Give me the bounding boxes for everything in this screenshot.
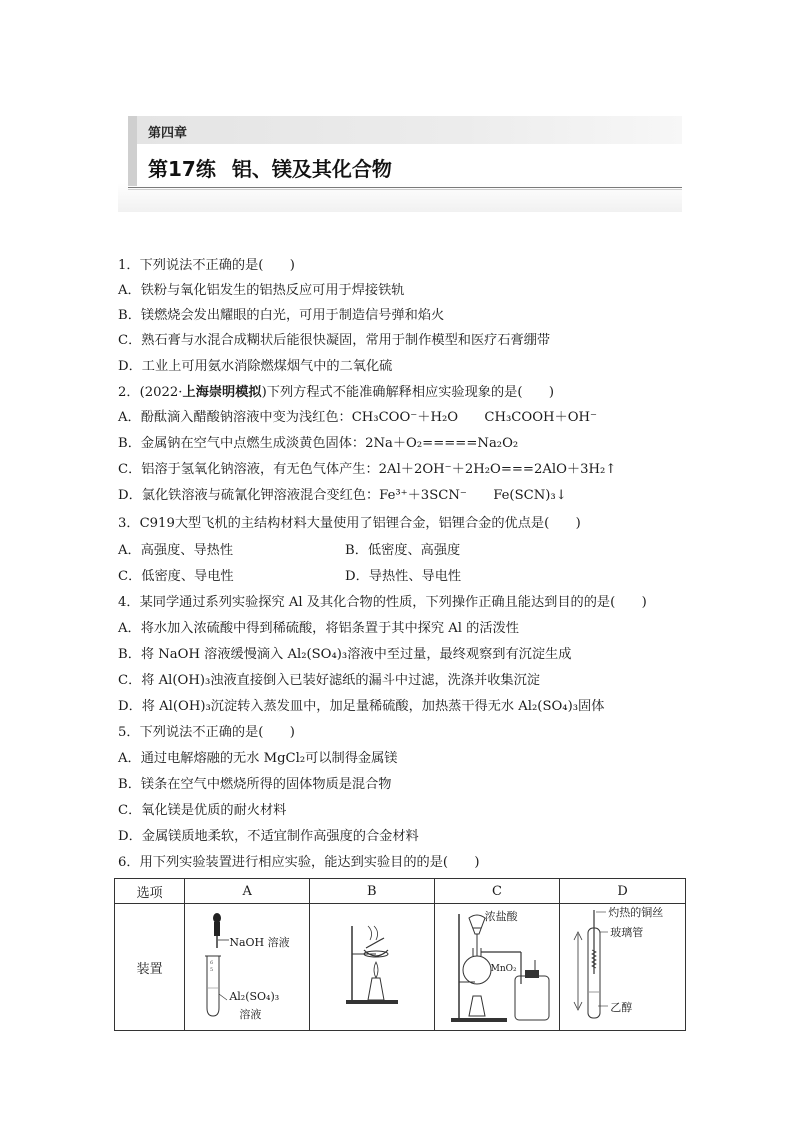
- page-title: [148, 153, 392, 182]
- q4-option-a: A．将水加入浓硫酸中得到稀硫酸，将铝条置于其中探究 Al 的活泼性: [118, 621, 519, 636]
- svg-text:6: 6: [210, 960, 214, 966]
- table-header-c: C: [434, 879, 560, 904]
- label-hot-copper-wire: 灼热的铜丝: [608, 906, 664, 919]
- q2-option-c-text: C．铝溶于氢氧化钠溶液，有无色气体产生：: [118, 462, 379, 477]
- q5-option-d: D．金属镁质地柔软，不适宜制作高强度的合金材料: [118, 829, 419, 844]
- svg-text:5: 5: [210, 967, 214, 973]
- lesson-topic: 铝、镁及其化合物: [231, 157, 392, 181]
- q2-option-b-text: B．金属钠在空气中点燃生成淡黄色固体：: [118, 436, 366, 451]
- q1-option-c: C．熟石膏与水混合成糊状后能很快凝固，常用于制作模型和医疗石膏绷带: [118, 333, 551, 348]
- q2-option-c: [118, 461, 616, 479]
- table-header-a: A: [185, 879, 310, 904]
- table-row-label: 装置: [115, 904, 185, 1031]
- label-glass-tube: 玻璃管: [610, 926, 644, 939]
- q1-option-a: A．铁粉与氧化铝发生的铝热反应可用于焊接铁轨: [118, 283, 405, 298]
- label-mno2: MnO₂: [490, 964, 517, 974]
- label-naoh-solution: NaOH 溶液: [229, 936, 290, 949]
- chapter-label: 第四章: [148, 126, 188, 141]
- q6-stem: 6．用下列实验装置进行相应实验，能达到实验目的的是( ): [118, 855, 480, 870]
- q4-option-c: C．将 Al(OH)₃浊液直接倒入已装好滤纸的漏斗中过滤，洗涤并收集沉淀: [118, 673, 540, 688]
- q2-option-a: [118, 409, 597, 427]
- banner-left-bar: [128, 116, 137, 186]
- table-apparatus-row: [115, 904, 686, 1031]
- lesson-number: 第17练: [148, 157, 216, 181]
- banner-rule: [128, 187, 682, 188]
- q2-option-d-text: D．氯化铁溶液与硫氰化钾溶液混合变红色：: [118, 488, 380, 503]
- banner-top-bar: [128, 116, 682, 144]
- apparatus-table: [114, 878, 686, 1031]
- q5-option-a: A．通过电解熔融的无水 MgCl₂可以制得金属镁: [118, 751, 398, 766]
- q2-option-b-equation: 2Na＋O₂=====Na₂O₂: [365, 436, 519, 451]
- q2-number: 2．(2022·: [118, 385, 183, 400]
- table-header-b: B: [309, 879, 434, 904]
- apparatus-b-cell: [309, 904, 434, 1031]
- q5-stem: 5．下列说法不正确的是( ): [118, 725, 295, 740]
- q4-stem: 4．某同学通过系列实验探究 Al 及其化合物的性质，下列操作正确且能达到目的的是( ): [118, 595, 647, 610]
- q3-option-a: A．高强度、导热性: [118, 543, 234, 558]
- label-ethanol: 乙醇: [610, 1001, 633, 1014]
- q4-option-d: D．将 Al(OH)₃沉淀转入蒸发皿中，加足量稀硫酸，加热蒸干得无水 Al₂(SO₄)₃固体: [118, 699, 605, 714]
- q1-option-d: D．工业上可用氨水消除燃煤烟气中的二氧化硫: [118, 359, 393, 374]
- q2-stem-line: [118, 384, 554, 402]
- apparatus-a-cell: [185, 904, 310, 1031]
- table-header-d: D: [560, 879, 686, 904]
- q2-option-c-equation: 2Al＋2OH⁻＋2H₂O===2AlO＋3H₂↑: [378, 462, 617, 477]
- q2-stem: )下列方程式不能准确解释相应实验现象的是( ): [261, 385, 554, 400]
- apparatus-c-cell: [434, 904, 560, 1031]
- q2-source: 上海崇明模拟: [182, 385, 262, 400]
- q3-option-d: D．导热性、导电性: [345, 569, 462, 584]
- label-conc-hcl: 浓盐酸: [484, 910, 518, 923]
- banner-rule-light: [128, 189, 682, 190]
- q5-option-c: C．氧化镁是优质的耐火材料: [118, 803, 287, 818]
- table-header-row: [115, 879, 686, 904]
- evaporating-dish-diagram: [310, 904, 435, 1030]
- label-al2so43: Al₂(SO₄)₃: [229, 990, 280, 1003]
- table-header-option: 选项: [115, 879, 185, 904]
- q3-option-c: C．低密度、导电性: [118, 569, 234, 584]
- q2-option-d: [118, 487, 567, 505]
- q2-option-b: [118, 435, 518, 453]
- q1-option-b: B．镁燃烧会发出耀眼的白光，可用于制造信号弹和焰火: [118, 308, 445, 323]
- q2-option-d-equation: Fe³⁺＋3SCN⁻ Fe(SCN)₃↓: [379, 488, 567, 503]
- q2-option-a-equation: CH₃COO⁻＋H₂O CH₃COOH＋OH⁻: [351, 410, 597, 425]
- apparatus-d-cell: [560, 904, 686, 1031]
- q3-option-b: B．低密度、高强度: [345, 543, 461, 558]
- q3-stem: 3．C919大型飞机的主结构材料大量使用了铝锂合金，铝锂合金的优点是( ): [118, 516, 581, 531]
- label-solution: 溶液: [239, 1008, 262, 1021]
- q4-option-b: B．将 NaOH 溶液缓慢滴入 Al₂(SO₄)₃溶液中至过量，最终观察到有沉淀生成: [118, 647, 572, 662]
- q1-stem: 1．下列说法不正确的是( ): [118, 258, 295, 273]
- q2-option-a-text: A．酚酞滴入醋酸钠溶液中变为浅红色：: [118, 410, 352, 425]
- q5-option-b: B．镁条在空气中燃烧所得的固体物质是混合物: [118, 777, 392, 792]
- chapter-banner: [118, 116, 682, 212]
